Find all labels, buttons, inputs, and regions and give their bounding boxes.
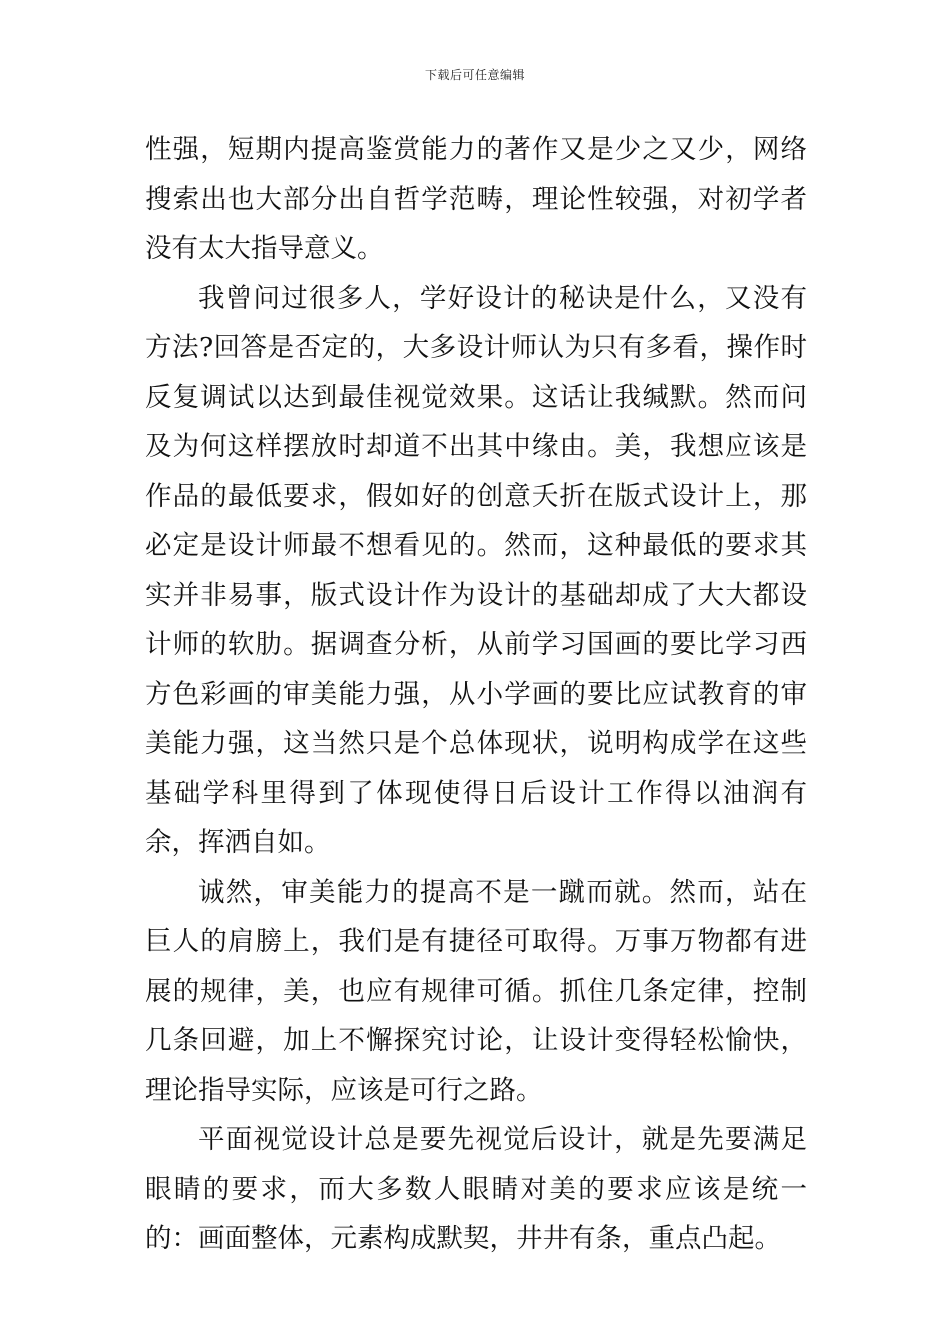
document-body [145, 125, 807, 1264]
paragraph: 平面视觉设计总是要先视觉后设计，就是先要满足眼睛的要求，而大多数人眼睛对美的要求应该是统一的：画面整体，元素构成默契，井井有条，重点凸起。 [145, 1124, 807, 1254]
page-header: 下载后可任意编辑 [424, 68, 525, 82]
paragraph: 我曾问过很多人，学好设计的秘诀是什么，又没有方法?回答是否定的，大多设计师认为只有多看，操作时反复调试以达到最佳视觉效果。这话让我缄默。然而问及为何这样摆放时却道不出其中缘由。美，我想应该是作品的最低要求，假如好的创意夭折在版式设计上，那必定是设计师最不想看见的。然而，这种最低的要求其实并非易事，版式设计作为设计的基础却成了大大都设计师的软肋。据调查分析，从前学习国画的要比学习西方色彩画的审美能力强，从小学画的要比应试教育的审美能力强，这当然只是个总体现状，说明构成学在这些基础学科里得到了体现使得日后设计工作得以油润有余，挥洒自如。 [145, 282, 807, 858]
paragraph-continuation: 性强，短期内提高鉴赏能力的著作又是少之又少，网络搜索出也大部分出自哲学范畴，理论性较强，对初学者没有太大指导意义。 [145, 134, 807, 264]
paragraph: 诚然，审美能力的提高不是一蹴而就。然而，站在巨人的肩膀上，我们是有捷径可取得。万事万物都有进展的规律，美，也应有规律可循。抓住几条定律，控制几条回避，加上不懈探究讨论，让设计变得轻松愉快，理论指导实际，应该是可行之路。 [145, 876, 807, 1106]
